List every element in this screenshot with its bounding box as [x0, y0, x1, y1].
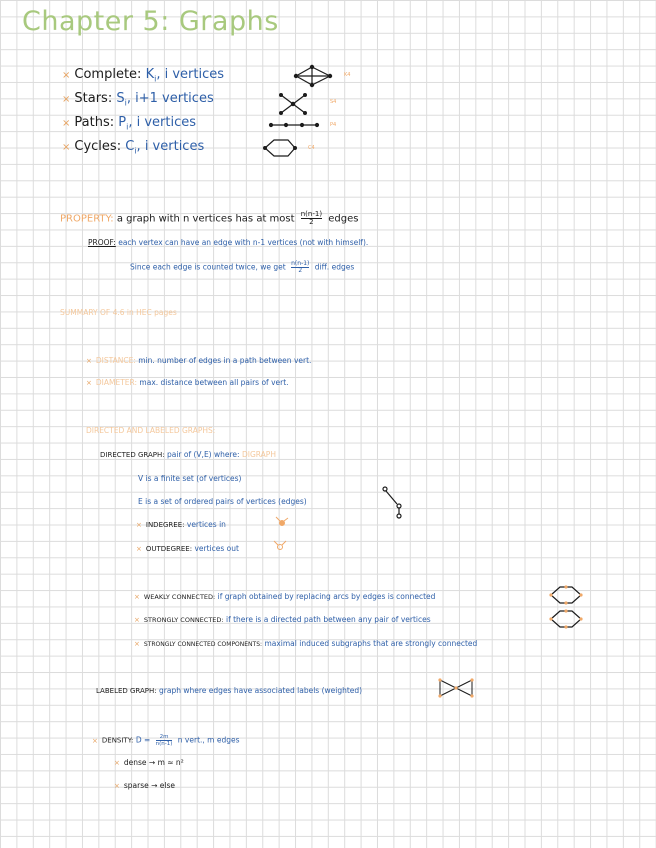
labeled-graph-sketch	[436, 676, 476, 700]
directed-graph-definition: DIRECTED GRAPH: pair of (V,E) where: DIGRAPH	[100, 450, 276, 459]
page-title: Chapter 5: Graphs	[22, 6, 279, 37]
complete-graph-sketch	[292, 64, 336, 88]
family-stars: × Stars: $S_i$, i+1 vertices	[62, 91, 214, 108]
strongly-connected-components-definition: × STRONGLY CONNECTED COMPONENTS: maximal induced subgraphs that are strongly connected	[134, 639, 478, 648]
proof-line-1: PROOF: each vertex can have an edge with n-1 vertices (not with himself).	[88, 238, 369, 247]
strongly-connected-definition: × STRONGLY CONNECTED: if there is a directed path between any pair of vertices	[134, 615, 431, 624]
directed-edge-sketch	[378, 484, 408, 520]
cycle-graph-sketch	[262, 137, 298, 159]
outdegree-sketch	[272, 540, 288, 552]
summary-note: SUMMARY OF 4.6 in HEC pages	[60, 308, 177, 317]
strongly-connected-sketch	[548, 608, 584, 630]
family-cycles: × Cycles: $C_i$, i vertices	[62, 139, 205, 156]
property-statement: PROPERTY: a graph with n vertices has at most $\frac{n(n-1)}{2}$ edges	[60, 210, 359, 226]
bullet-x-icon: ×	[62, 142, 71, 153]
sparse-definition: × sparse → else	[114, 781, 176, 790]
distance-definition: × DISTANCE: min. number of edges in a path between vert.	[86, 356, 312, 365]
directed-v-line: V is a finite set (of vertices)	[138, 474, 242, 483]
density-definition: × DENSITY: D = $\frac{2m}{n(n-1)}$ n vert., m edges	[92, 734, 240, 747]
proof-line-2: Since each edge is counted twice, we get $\frac{n(n-1)}{2}$ diff. edges	[130, 260, 355, 274]
diameter-definition: × DIAMETER: max. distance between all pairs of vert.	[86, 378, 289, 387]
weakly-connected-definition: × WEAKLY CONNECTED: if graph obtained by replacing arcs by edges is connected	[134, 592, 436, 601]
family-complete: × Complete: $K_i$, i vertices	[62, 67, 225, 84]
directed-e-line: E is a set of ordered pairs of vertices (edges)	[138, 497, 307, 506]
family-paths: × Paths: $P_i$, i vertices	[62, 115, 197, 132]
star-graph-sketch	[278, 92, 308, 116]
path-graph-sketch	[268, 121, 320, 129]
bullet-x-icon: ×	[62, 118, 71, 129]
section-heading-directed: DIRECTED AND LABELED GRAPHS:	[86, 426, 216, 435]
indegree-sketch	[274, 516, 290, 528]
dense-definition: × dense → m ≈ n²	[114, 758, 184, 767]
outdegree-definition: × OUTDEGREE: vertices out	[136, 544, 239, 553]
bullet-x-icon: ×	[62, 94, 71, 105]
property-fraction: $\frac{n(n-1)}{2}$	[300, 210, 323, 226]
bullet-x-icon: ×	[62, 70, 71, 81]
weakly-connected-sketch	[548, 584, 584, 606]
indegree-definition: × INDEGREE: vertices in	[136, 520, 226, 529]
labeled-graph-definition: LABELED GRAPH: graph where edges have associated labels (weighted)	[96, 686, 363, 695]
